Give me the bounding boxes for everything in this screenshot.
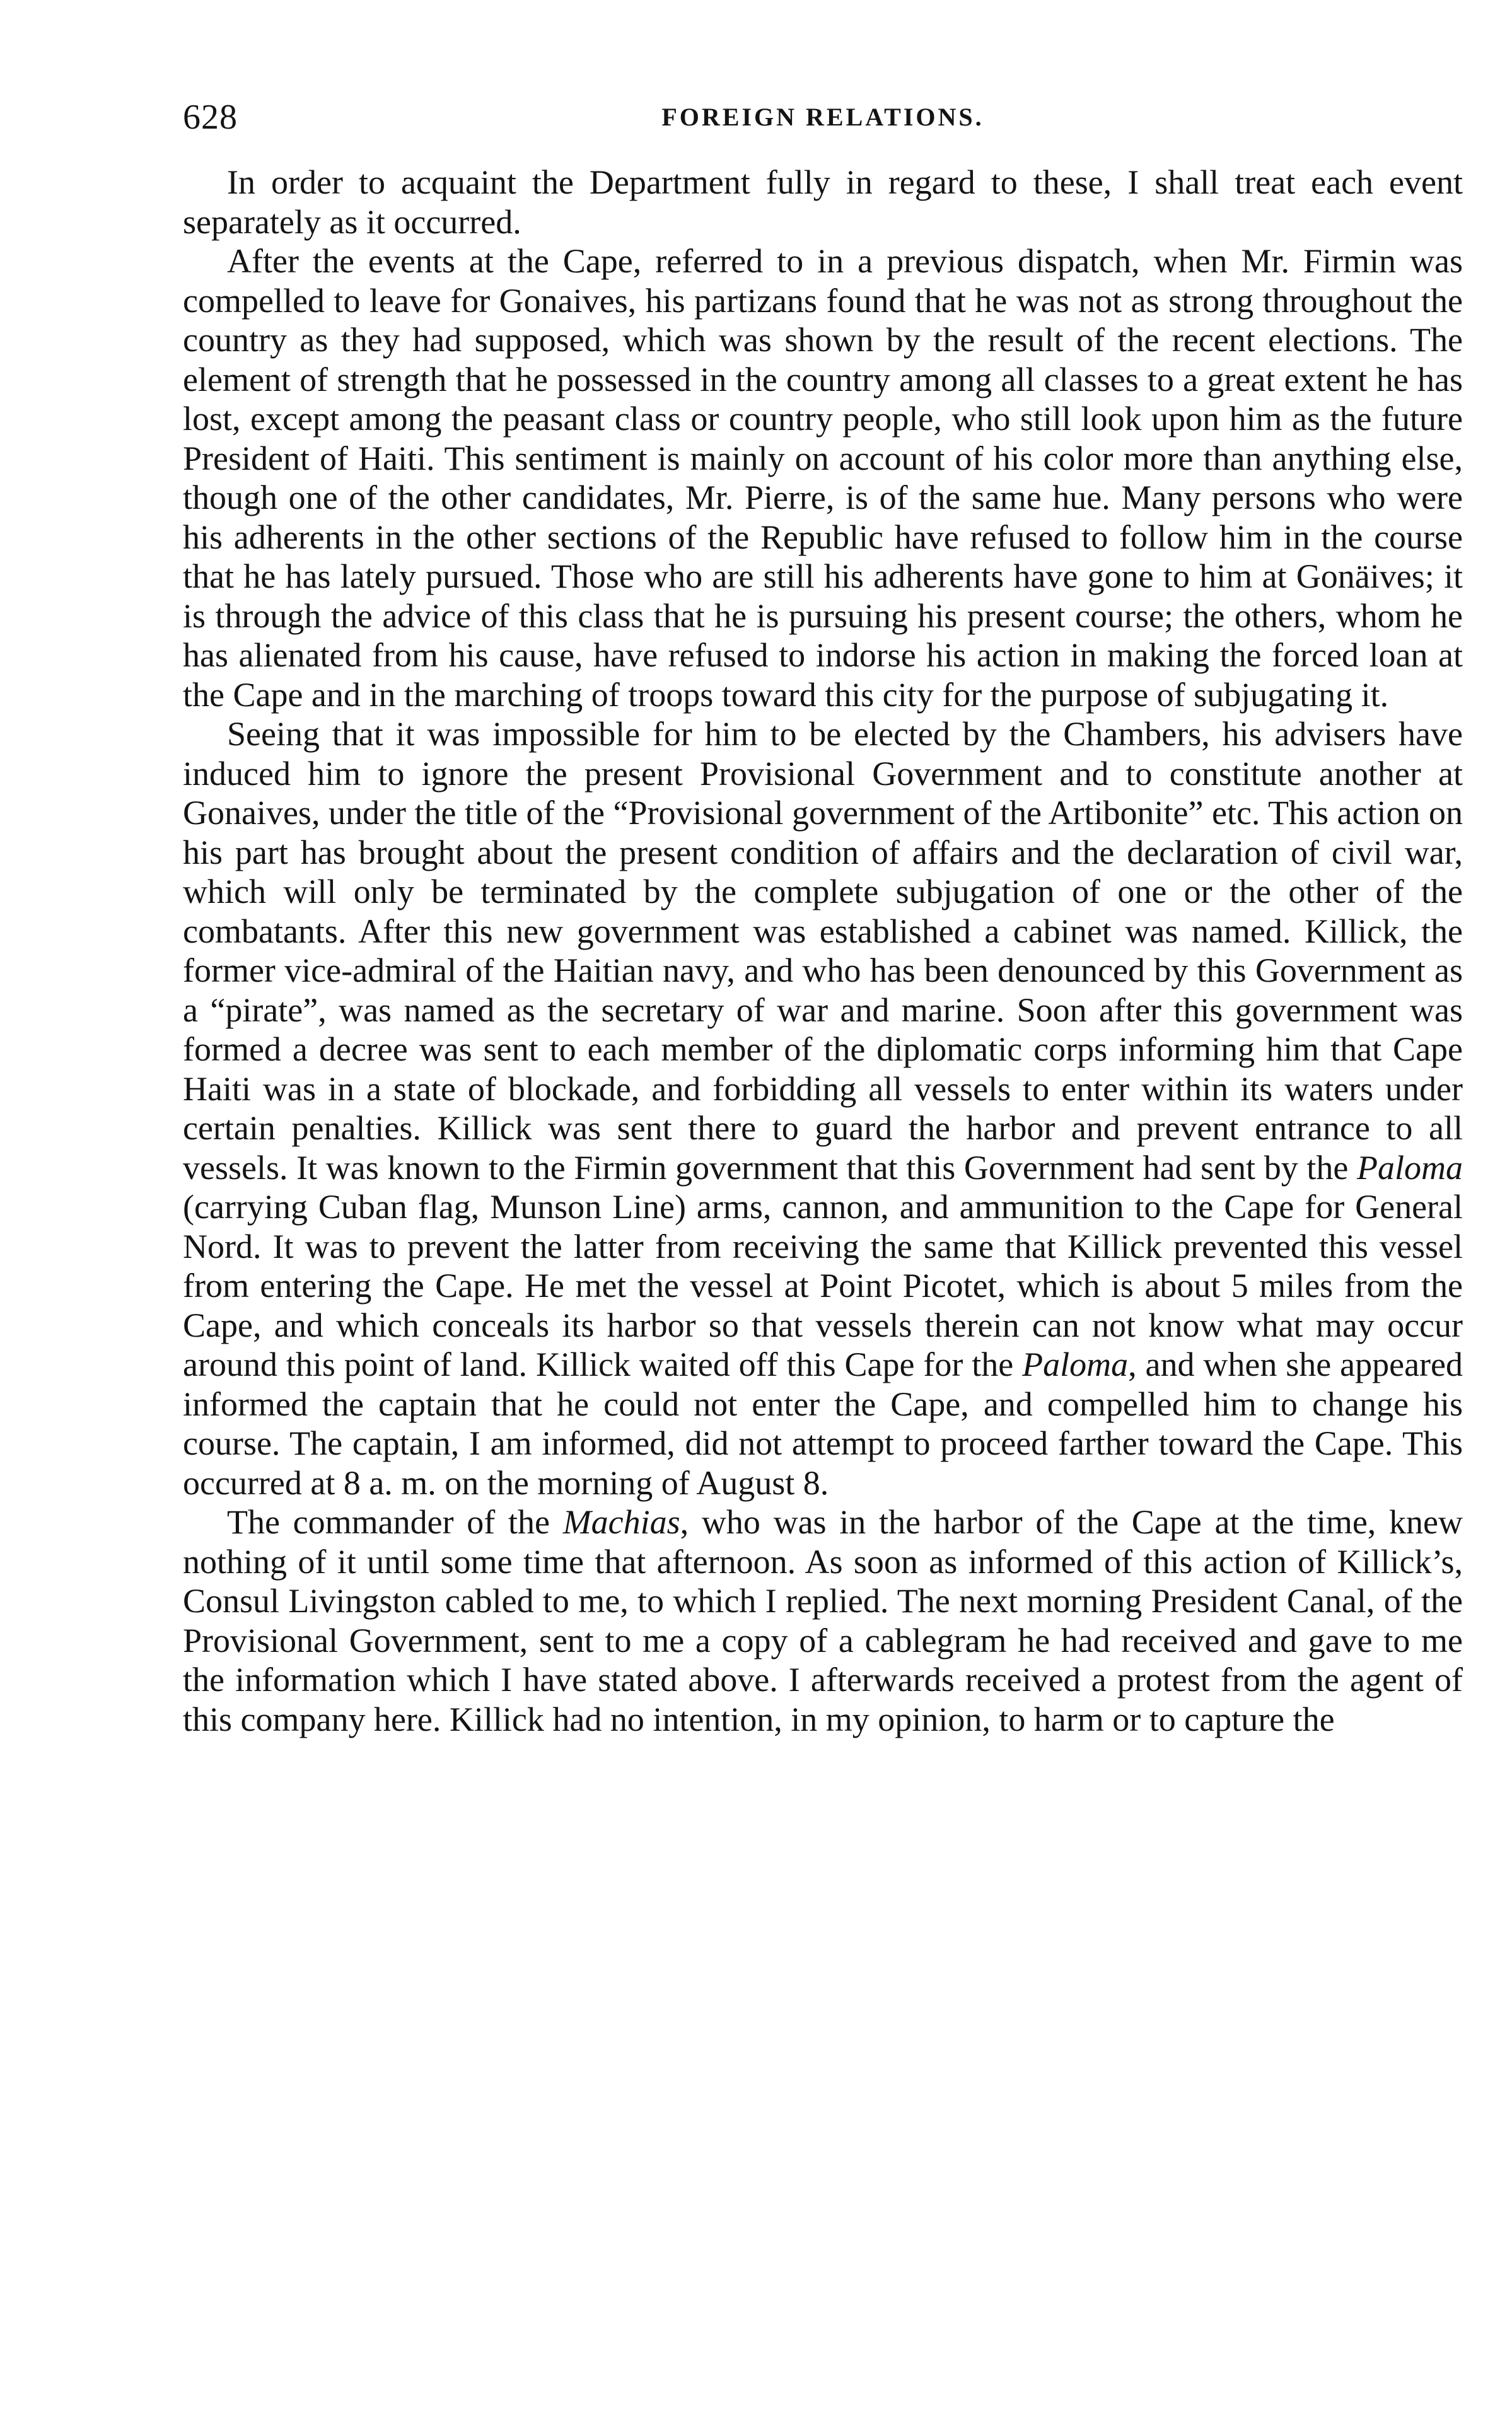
- text-run: , who was in the harbor of the Cape at the time, knew nothing of it until some time that afternoon. As soon as informed of this action of Killick’s, Consul Livingston cabled to me, to which I replied. The next morning President Canal, of the Provisional Government, sent to me a copy of a cablegram he had received and gave to me the information which I have stated above. I afterwards received a protest from the agent of this company here. Killick had no intention, in my opinion, to harm or to capture the: [183, 1503, 1463, 1738]
- text-run: The commander of the: [227, 1503, 563, 1541]
- text-run: In order to acquaint the Department fully in regard to these, I shall treat each event separately as it occurred.: [183, 163, 1463, 241]
- text-run: Seeing that it was impossible for him to be elected by the Chambers, his advisers have induced him to ignore the present Provisional Government and to constitute another at Gonaives, under the title of the “Provisional government of the Artibonite” etc. This action on his part has brought about the present condition of affairs and the declaration of civil war, which will only be terminated by the complete subjugation of one or the other of the combatants. After this new government was established a cabinet was named. Killick, the former vice-admiral of the Haitian navy, and who has been denounced by this Government as a “pirate”, was named as the secretary of war and marine. Soon after this government was formed a decree was sent to each member of the diplomatic corps informing him that Cape Haiti was in a state of blockade, and forbidding all vessels to enter within its waters under certain penalties. Killick was sent there to guard the harbor and prevent entrance to all vessels. It was known to the Firmin government that this Government had sent by the: [183, 715, 1463, 1187]
- page-header: [183, 92, 1463, 142]
- vessel-name: Paloma: [1357, 1148, 1463, 1187]
- paragraph-1: [183, 163, 1463, 241]
- body-text: [183, 163, 1463, 1739]
- vessel-name: Paloma: [1022, 1346, 1129, 1383]
- page-number: 628: [183, 98, 238, 137]
- paragraph-3: [183, 714, 1463, 1503]
- running-title: FOREIGN RELATIONS.: [661, 103, 984, 131]
- paragraph-2: [183, 241, 1463, 714]
- text-run: After the events at the Cape, referred to in a previous dispatch, when Mr. Firmin was compelled to leave for Gonaives, his partizans found that he was not as strong throughout the country as they had supposed, which was shown by the result of the recent elections. The element of strength that he possessed in the country among all classes to a great extent he has lost, except among the peasant class or country people, who still look upon him as the future President of Haiti. This sentiment is mainly on account of his color more than anything else, though one of the other candidates, Mr. Pierre, is of the same hue. Many persons who were his adherents in the other sections of the Republic have refused to follow him in the course that he has lately pursued. Those who are still his adherents have gone to him at Gonäives; it is through the advice of this class that he is pursuing his present course; the others, whom he has alienated from his cause, have refused to indorse his action in making the forced loan at the Cape and in the marching of troops toward this city for the purpose of subjugating it.: [183, 242, 1463, 714]
- vessel-name: Machias: [562, 1503, 680, 1541]
- text-run: , and when she appeared informed the captain that he could not enter the Cape, and compelled him to change his course. The captain, I am informed, did not attempt to proceed farther toward the Cape. This occurred at 8 a. m. on the morning of August 8.: [183, 1346, 1463, 1502]
- paragraph-4: [183, 1503, 1463, 1739]
- text-run: (carrying Cuban flag, Munson Line) arms, cannon, and ammunition to the Cape for General Nord. It was to prevent the latter from receiving the same that Killick prevented this vessel from entering the Cape. He met the vessel at Point Picotet, which is about 5 miles from the Cape, and which conceals its harbor so that vessels therein can not know what may occur around this point of land. Killick waited off this Cape for the: [183, 1188, 1463, 1383]
